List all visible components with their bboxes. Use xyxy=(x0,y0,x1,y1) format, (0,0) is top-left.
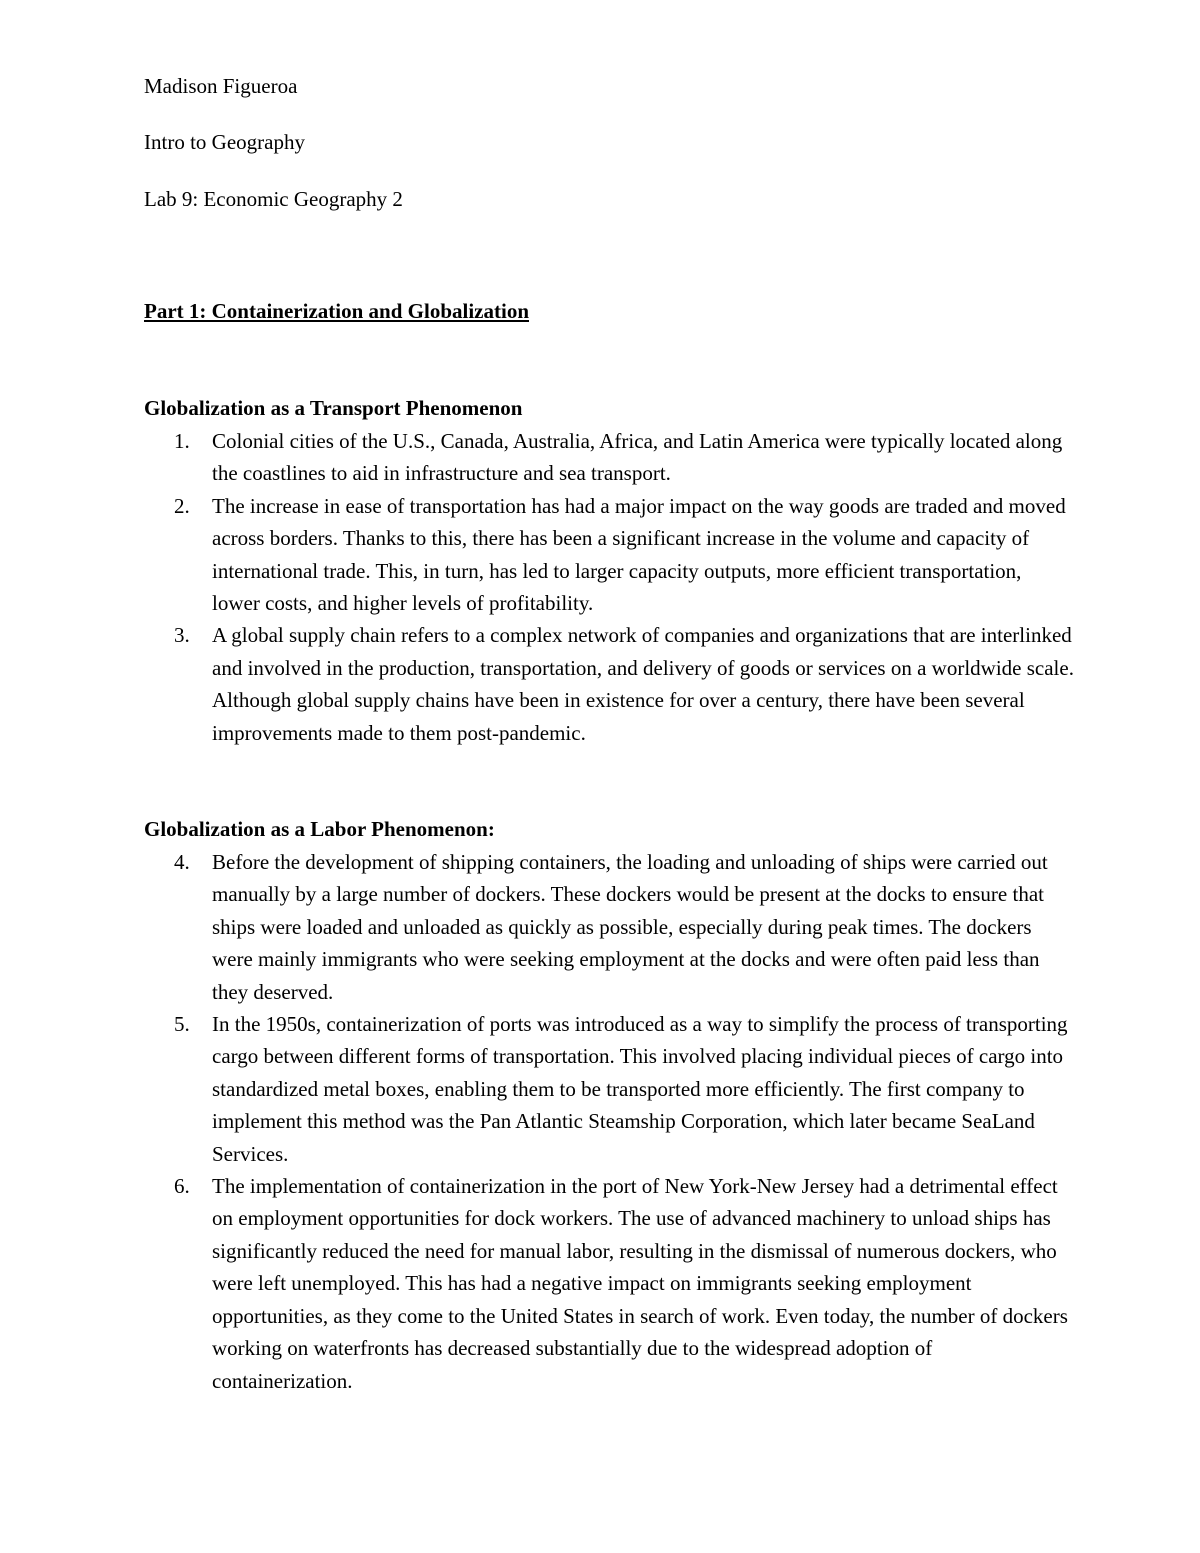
item-number: 5. xyxy=(174,1012,190,1037)
section-heading-transport: Globalization as a Transport Phenomenon xyxy=(144,396,523,420)
item-number: 6. xyxy=(174,1174,190,1199)
list-item xyxy=(144,619,1074,749)
item-number: 3. xyxy=(174,623,190,648)
list-item xyxy=(144,1008,1074,1170)
item-text: A global supply chain refers to a complex network of companies and organizations that are interlinked and involved in the production, transportation, and delivery of goods or services on a worldwide scale. Although global supply chains have been in existence for over a century, there have been several improvements made to them post-pandemic. xyxy=(212,623,1074,745)
section-heading-labor: Globalization as a Labor Phenomenon: xyxy=(144,817,495,841)
author-name: Madison Figueroa xyxy=(144,74,298,98)
item-text: The implementation of containerization in the port of New York-New Jersey had a detrimental effect on employment opportunities for dock workers. The use of advanced machinery to unload ships has significantly reduced the need for manual labor, resulting in the dismissal of numerous dockers, who were left unemployed. This has had a negative impact on immigrants seeking employment opportunities, as they come to the United States in search of work. Even today, the number of dockers working on waterfronts has decreased substantially due to the widespread adoption of containerization. xyxy=(212,1174,1068,1393)
list-item xyxy=(144,846,1074,1008)
list-item xyxy=(144,1170,1074,1397)
item-text: Colonial cities of the U.S., Canada, Australia, Africa, and Latin America were typically located along the coastlines to aid in infrastructure and sea transport. xyxy=(212,429,1063,486)
item-number: 4. xyxy=(174,850,190,874)
list-item xyxy=(144,425,1074,490)
assignment-title: Lab 9: Economic Geography 2 xyxy=(144,187,403,211)
item-text: Before the development of shipping containers, the loading and unloading of ships were carried out manually by a large number of dockers. These dockers would be present at the docks to ensure that ships were loaded and unloaded as quickly as possible, especially during peak times. The dockers were mainly immigrants who were seeking employment at the docks and were often paid less than they deserved. xyxy=(212,850,1048,1004)
course-name: Intro to Geography xyxy=(144,130,305,154)
item-text: The increase in ease of transportation has had a major impact on the way goods are traded and moved across borders. Thanks to this, there has been a significant increase in the volume and capacity of international trade. This, in turn, has led to larger capacity outputs, more efficient transportation, lower costs, and higher levels of profitability. xyxy=(212,493,1066,616)
question-list-transport xyxy=(144,425,1074,749)
item-number: 2. xyxy=(174,493,190,518)
list-item xyxy=(144,490,1074,620)
item-text: In the 1950s, containerization of ports was introduced as a way to simplify the process of transporting cargo between different forms of transportation. This involved placing individual pieces of cargo into standardized metal boxes, enabling them to be transported more efficiently. The first company to implement this method was the Pan Atlantic Steamship Corporation, which later became SeaLand Services. xyxy=(212,1012,1068,1166)
item-number: 1. xyxy=(174,429,190,453)
question-list-labor xyxy=(144,846,1074,1397)
part-heading: Part 1: Containerization and Globalization xyxy=(144,299,529,323)
